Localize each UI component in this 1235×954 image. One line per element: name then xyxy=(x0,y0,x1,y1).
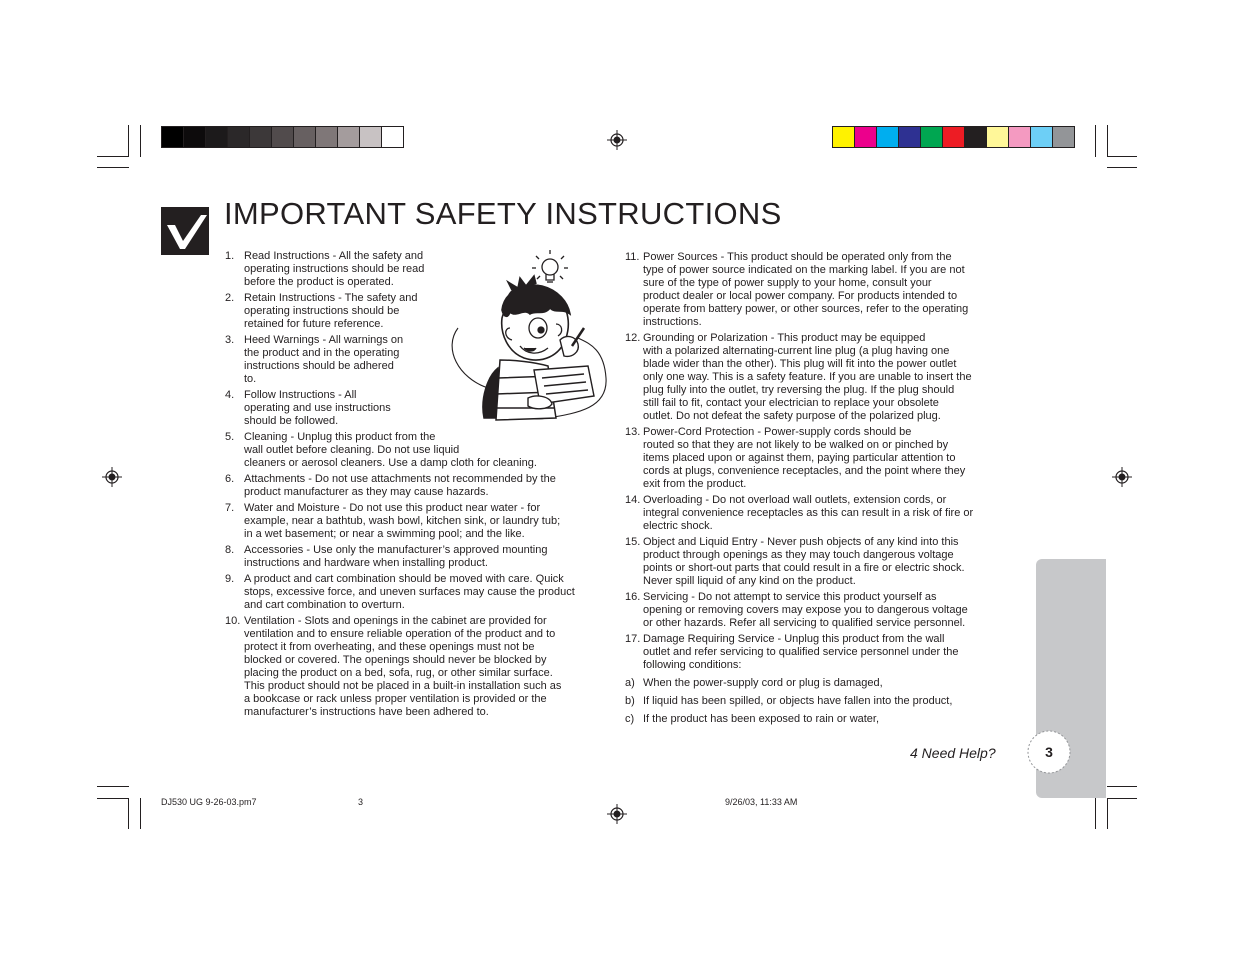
condition-letter: b) xyxy=(625,695,635,707)
item-text-line: - Do not use attachments not recommended by the xyxy=(305,473,556,485)
crop-mark xyxy=(140,125,141,157)
instruction-item xyxy=(225,573,617,612)
instruction-item xyxy=(625,494,1017,533)
instruction-item xyxy=(625,426,1017,491)
item-text-line: protect it from overheating, and these openings must not be xyxy=(244,641,535,653)
color-swatch xyxy=(943,127,965,147)
item-text-line: the product and in the operating xyxy=(244,347,400,359)
crop-mark xyxy=(1107,786,1137,787)
color-swatch xyxy=(965,127,987,147)
item-text-line: - Power-supply cords should be xyxy=(754,426,912,438)
color-swatch xyxy=(294,127,316,147)
color-swatch xyxy=(855,127,877,147)
crop-mark xyxy=(140,798,141,829)
item-text-line: retained for future reference. xyxy=(244,318,384,330)
checkmark-box-icon xyxy=(161,207,209,255)
item-text-line: - Slots and openings in the cabinet are provided for xyxy=(294,615,547,627)
item-text-line: cleaners or aerosol cleaners. Use a damp cloth for cleaning. xyxy=(244,457,537,469)
registration-mark-icon xyxy=(607,130,627,150)
item-text-line: - All warnings on xyxy=(319,334,404,346)
item-text-line: manufacturer’s instructions have been adhered to. xyxy=(244,706,489,718)
color-swatch xyxy=(921,127,943,147)
footer-date: 9/26/03, 11:33 AM xyxy=(725,797,798,807)
item-text-line: outlet and refer servicing to qualified service personnel under the xyxy=(643,646,959,658)
color-swatch xyxy=(1053,127,1074,147)
crop-mark xyxy=(97,786,129,787)
condition-text: If liquid has been spilled, or objects have fallen into the product, xyxy=(643,695,953,707)
item-text-line: and cart combination to overturn. xyxy=(244,599,405,611)
item-text-line: - All xyxy=(335,389,357,401)
item-number: 3. xyxy=(225,334,235,346)
color-swatch xyxy=(899,127,921,147)
item-heading: Grounding or Polarization xyxy=(643,332,768,344)
item-heading: Water and Moisture xyxy=(244,502,340,514)
item-text-line: instructions. xyxy=(643,316,702,328)
color-swatch xyxy=(987,127,1009,147)
crop-mark xyxy=(97,156,129,157)
crop-mark xyxy=(128,798,129,829)
color-swatch xyxy=(250,127,272,147)
item-text-line: product through openings as they may touch dangerous voltage xyxy=(643,549,954,561)
item-number: 1. xyxy=(225,250,235,262)
item-text-line: operate from battery power, or other sources, refer to the operating xyxy=(643,303,969,315)
condition-item xyxy=(625,677,1017,690)
item-number: 10. xyxy=(225,615,241,627)
item-text-line: operating and use instructions xyxy=(244,402,391,414)
item-text-line: cords at plugs, convenience receptacles, and the point where they xyxy=(643,465,966,477)
registration-mark-icon xyxy=(102,467,122,487)
condition-letter: c) xyxy=(625,713,635,725)
crop-mark xyxy=(1107,798,1137,799)
item-text-line: opening or removing covers may expose you to dangerous voltage xyxy=(643,604,968,616)
instruction-item xyxy=(625,591,1017,630)
item-heading: Heed Warnings xyxy=(244,334,320,346)
color-swatch xyxy=(1031,127,1053,147)
instruction-item xyxy=(225,473,617,499)
item-text-line: example, near a bathtub, wash bowl, kitchen sink, or laundry tub; xyxy=(244,515,561,527)
instruction-item xyxy=(225,250,617,289)
crop-mark xyxy=(1107,125,1108,157)
item-number: 17. xyxy=(625,633,641,645)
item-heading: Ventilation xyxy=(244,615,295,627)
item-heading: Attachments xyxy=(244,473,306,485)
crop-mark xyxy=(128,125,129,157)
item-number: 2. xyxy=(225,292,235,304)
item-text-line: - Do not use this product near water - for xyxy=(339,502,541,514)
item-text-line: integral convenience receptacles as this can result in a risk of fire or xyxy=(643,507,974,519)
color-swatch xyxy=(360,127,382,147)
item-heading: Cleaning xyxy=(244,431,288,443)
item-number: 6. xyxy=(225,473,235,485)
condition-letter: a) xyxy=(625,677,635,689)
page-title: IMPORTANT SAFETY INSTRUCTIONS xyxy=(224,196,782,231)
crop-mark xyxy=(97,798,129,799)
color-swatch xyxy=(316,127,338,147)
instruction-item xyxy=(225,502,617,541)
footer-filename: DJ530 UG 9-26-03.pm7 xyxy=(161,797,257,807)
color-swatch xyxy=(162,127,184,147)
item-heading: Power-Cord Protection xyxy=(643,426,755,438)
item-heading: Read Instructions xyxy=(244,250,330,262)
item-text-line: - Use only the manufacturer’s approved mounting xyxy=(303,544,548,556)
instruction-item xyxy=(225,389,617,428)
item-text-line: instructions and hardware when installing product. xyxy=(244,557,488,569)
item-text-line: This product should not be placed in a built-in installation such as xyxy=(244,680,562,692)
item-text-line: a bookcase or rack unless proper ventilation is provided or the xyxy=(244,693,547,705)
item-number: 12. xyxy=(625,332,641,344)
item-number: 11. xyxy=(625,251,640,263)
item-text-line: following conditions: xyxy=(643,659,742,671)
item-heading: Accessories xyxy=(244,544,304,556)
condition-item xyxy=(625,713,1017,726)
condition-text: If the product has been exposed to rain or water, xyxy=(643,713,880,725)
instruction-item xyxy=(625,251,1017,329)
instructions-left-column xyxy=(225,250,617,722)
item-text-line: product manufacturer as they may cause hazards. xyxy=(244,486,489,498)
item-text-line: should be followed. xyxy=(244,415,339,427)
item-text-line: blocked or covered. The openings should never be blocked by xyxy=(244,654,547,666)
item-text-line: A product and cart combination should be moved with care. Quick xyxy=(244,573,564,585)
item-text-line: only one way. This is a safety feature. If you are unable to insert the xyxy=(643,371,972,383)
item-number: 14. xyxy=(625,494,641,506)
item-text-line: - Do not overload wall outlets, extension cords, or xyxy=(702,494,947,506)
item-text-line: - All the safety and xyxy=(329,250,424,262)
instruction-item xyxy=(625,332,1017,423)
instruction-item xyxy=(225,615,617,719)
item-text-line: blade wider than the other). This plug will fit into the power outlet xyxy=(643,358,957,370)
color-swatch xyxy=(833,127,855,147)
color-swatch xyxy=(206,127,228,147)
item-text-line: - Never push objects of any kind into this xyxy=(757,536,959,548)
item-text-line: - Unplug this product from the wall xyxy=(774,633,945,645)
instruction-item xyxy=(225,334,617,386)
crop-mark xyxy=(1107,798,1108,829)
color-swatch xyxy=(184,127,206,147)
condition-text: When the power-supply cord or plug is damaged, xyxy=(643,677,883,689)
instruction-item xyxy=(225,544,617,570)
crop-mark xyxy=(1095,125,1096,157)
item-heading: Damage Requiring Service xyxy=(643,633,775,645)
item-text-line: electric shock. xyxy=(643,520,713,532)
item-text-line: routed so that they are not likely to be walked on or pinched by xyxy=(643,439,949,451)
crop-mark xyxy=(1107,156,1137,157)
item-text-line: to. xyxy=(244,373,257,385)
color-swatch xyxy=(1009,127,1031,147)
item-text-line: before the product is operated. xyxy=(244,276,394,288)
item-number: 16. xyxy=(625,591,641,603)
item-text-line: product dealer or local power company. For products intended to xyxy=(643,290,958,302)
item-number: 15. xyxy=(625,536,641,548)
instruction-item xyxy=(625,633,1017,672)
color-swatch xyxy=(272,127,294,147)
item-text-line: type of power source indicated on the marking label. If you are not xyxy=(643,264,965,276)
item-text-line: operating instructions should be xyxy=(244,305,400,317)
item-number: 9. xyxy=(225,573,235,585)
item-text-line: placing the product on a bed, sofa, rug, or other similar surface. xyxy=(244,667,553,679)
instruction-item xyxy=(225,292,617,331)
item-heading: Object and Liquid Entry xyxy=(643,536,758,548)
instruction-item xyxy=(225,431,617,470)
registration-mark-icon xyxy=(607,804,627,824)
item-heading: Retain Instructions xyxy=(244,292,336,304)
item-number: 13. xyxy=(625,426,641,438)
item-text-line: - This product may be equipped xyxy=(767,332,926,344)
help-footer-text: 4 Need Help? xyxy=(910,745,996,761)
item-text-line: - Unplug this product from the xyxy=(287,431,436,443)
condition-item xyxy=(625,695,1017,708)
item-text-line: plug fully into the outlet, try reversing the plug. If the plug should xyxy=(643,384,955,396)
item-heading: Servicing xyxy=(643,591,689,603)
item-text-line: - This product should be operated only from the xyxy=(717,251,952,263)
item-text-line: exit from the product. xyxy=(643,478,747,490)
item-text-line: operating instructions should be read xyxy=(244,263,425,275)
item-number: 4. xyxy=(225,389,235,401)
instruction-item xyxy=(625,536,1017,588)
item-text-line: Never spill liquid of any kind on the product. xyxy=(643,575,856,587)
item-number: 7. xyxy=(225,502,235,514)
crop-mark xyxy=(1095,798,1096,829)
item-text-line: wall outlet before cleaning. Do not use liquid xyxy=(244,444,460,456)
item-text-line: in a wet basement; or near a swimming pool; and the like. xyxy=(244,528,525,540)
item-text-line: stops, excessive force, and uneven surfaces may cause the product xyxy=(244,586,575,598)
crop-mark xyxy=(97,167,129,168)
item-text-line: - The safety and xyxy=(335,292,418,304)
item-text-line: instructions should be adhered xyxy=(244,360,394,372)
item-heading: Follow Instructions xyxy=(244,389,336,401)
color-bar xyxy=(832,126,1075,148)
footer-page: 3 xyxy=(358,797,364,807)
item-text-line: items placed upon or against them, paying particular attention to xyxy=(643,452,956,464)
page-number: 3 xyxy=(1045,744,1053,760)
item-heading: Overloading xyxy=(643,494,703,506)
color-swatch xyxy=(228,127,250,147)
item-text-line: still fail to fit, contact your electrician to replace your obsolete xyxy=(643,397,939,409)
item-number: 8. xyxy=(225,544,235,556)
registration-mark-icon xyxy=(1112,467,1132,487)
color-swatch xyxy=(877,127,899,147)
color-swatch xyxy=(382,127,403,147)
item-number: 5. xyxy=(225,431,235,443)
grayscale-bar xyxy=(161,126,404,148)
item-text-line: ventilation and to ensure reliable operation of the product and to xyxy=(244,628,556,640)
item-text-line: sure of the type of power supply to your home, consult your xyxy=(643,277,932,289)
color-swatch xyxy=(338,127,360,147)
item-text-line: points or short-out parts that could result in a fire or electric shock. xyxy=(643,562,965,574)
item-text-line: with a polarized alternating-current line plug (a plug having one xyxy=(643,345,950,357)
instructions-right-column xyxy=(625,251,1017,726)
item-text-line: outlet. Do not defeat the safety purpose of the polarized plug. xyxy=(643,410,941,422)
crop-mark xyxy=(1107,167,1137,168)
item-text-line: or other hazards. Refer all servicing to qualified service personnel. xyxy=(643,617,966,629)
item-text-line: - Do not attempt to service this product yourself as xyxy=(688,591,937,603)
item-heading: Power Sources xyxy=(643,251,718,263)
